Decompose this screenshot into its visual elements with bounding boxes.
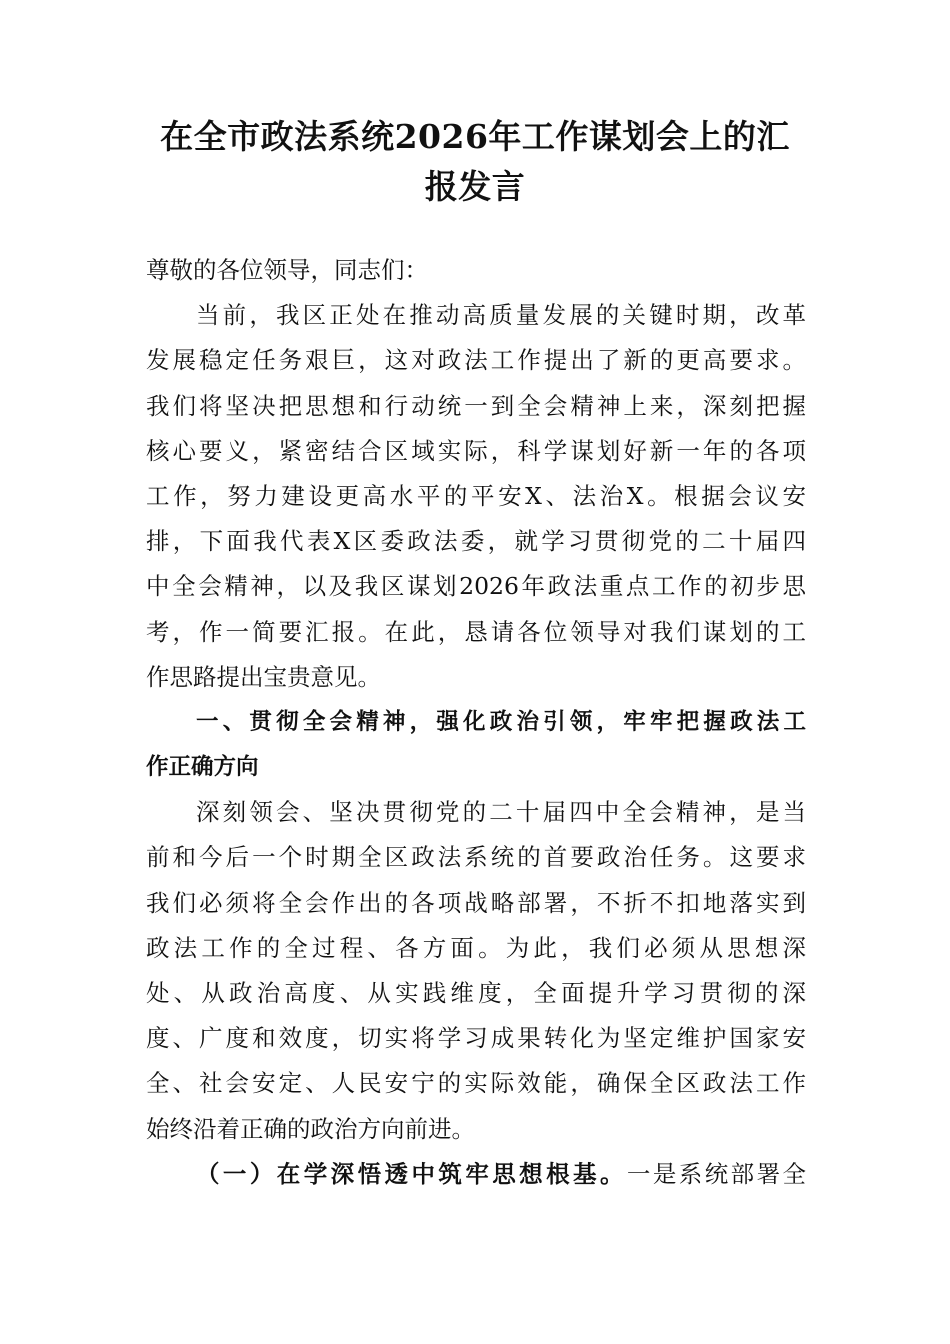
title-line-1: 在全市政法系统2026年工作谋划会上的汇	[160, 117, 790, 156]
section-1-line: 深刻领会、坚决贯彻党的二十届四中全会精神，是当	[196, 798, 806, 827]
section-1-line: 始终沿着正确的政治方向前进。	[146, 1114, 475, 1143]
section-1-heading: 作正确方向	[146, 754, 259, 781]
intro-line: 发展稳定任务艰巨，这对政法工作提出了新的更高要求。	[146, 346, 806, 375]
salutation: 尊敬的各位领导，同志们：	[146, 256, 428, 284]
intro-line: 中全会精神，以及我区谋划2026年政法重点工作的初步思	[146, 572, 806, 601]
intro-line: 考，作一简要汇报。在此，恳请各位领导对我们谋划的工	[146, 617, 806, 646]
document-body	[146, 248, 806, 1197]
intro-line: 当前，我区正处在推动高质量发展的关键时期，改革	[196, 301, 806, 330]
section-1-line: 前和今后一个时期全区政法系统的首要政治任务。这要求	[146, 843, 806, 872]
section-1-line: 政法工作的全过程、各方面。为此，我们必须从思想深	[146, 933, 806, 962]
subsection-1-text: 一是系统部署全	[626, 1159, 807, 1188]
intro-line: 作思路提出宝贵意见。	[146, 662, 381, 691]
section-1-line: 我们必须将全会作出的各项战略部署，不折不扣地落实到	[146, 888, 806, 917]
section-1-line: 度、广度和效度，切实将学习成果转化为坚定维护国家安	[146, 1024, 806, 1053]
section-1-line: 处、从政治高度、从实践维度，全面提升学习贯彻的深	[146, 979, 806, 1007]
subsection-1-heading: （一）在学深悟透中筑牢思想根基。	[196, 1159, 627, 1188]
intro-line: 核心要义，紧密结合区域实际，科学谋划好新一年的各项	[146, 436, 806, 465]
subsection-1-line	[146, 1152, 806, 1197]
intro-line: 工作，努力建设更高水平的平安X、法治X。根据会议安	[146, 481, 806, 510]
section-1-line: 全、社会安定、人民安宁的实际效能，确保全区政法工作	[146, 1069, 806, 1098]
intro-line: 我们将坚决把思想和行动统一到全会精神上来，深刻把握	[146, 391, 806, 420]
document-title	[140, 112, 810, 212]
intro-line: 排，下面我代表X区委政法委，就学习贯彻党的二十届四	[146, 527, 806, 556]
title-line-2: 报发言	[424, 167, 526, 206]
section-1-heading: 一、贯彻全会精神，强化政治引领，牢牢把握政法工	[196, 708, 806, 735]
